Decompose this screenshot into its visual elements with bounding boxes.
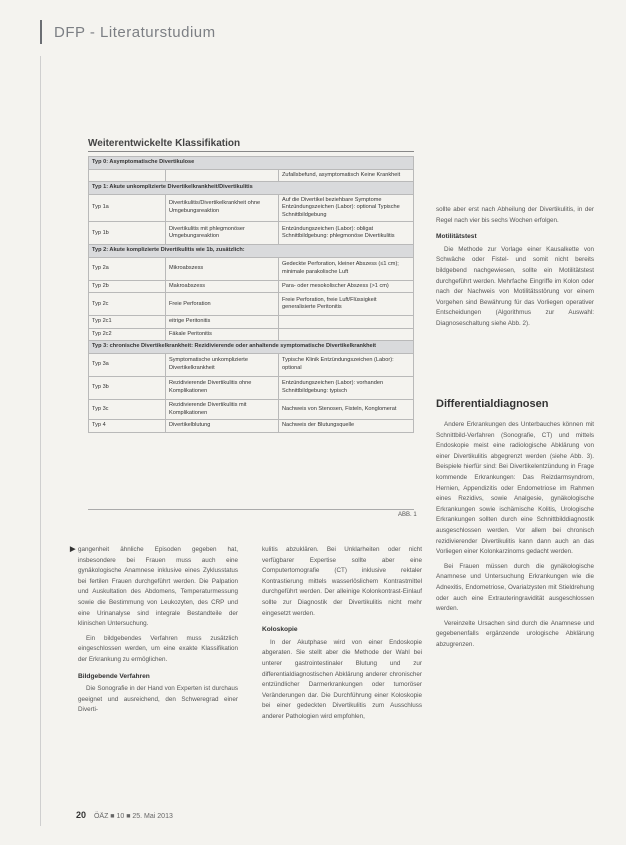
table-row — [89, 257, 414, 280]
group-header-cell: Typ 1: Akute unkomplizierte Divertikelkrankheit/Divertikulitis — [89, 182, 414, 195]
figure-bottom-rule — [88, 509, 414, 510]
detail-cell: Freie Perforation, freie Luft/Flüssigkeit generalisierte Peritonitis — [279, 293, 414, 316]
description-cell: Divertikelblutung — [166, 420, 279, 433]
table-group-header — [89, 157, 414, 170]
differential-heading: Differentialdiagnosen — [436, 398, 549, 410]
detail-cell: Zufallsbefund, asymptomatisch Keine Krankheit — [279, 169, 414, 182]
table-row — [89, 400, 414, 420]
detail-cell: Entzündungszeichen (Labor): obligat Schnittbildgebung: phlegmonöse Divertikulitis — [279, 222, 414, 245]
detail-cell: Nachweis von Stenosen, Fisteln, Konglomerat — [279, 400, 414, 420]
page-header-title: DFP - Literaturstudium — [54, 24, 216, 41]
type-cell: Typ 2b — [89, 280, 166, 293]
table-row — [89, 194, 414, 222]
table-row — [89, 328, 414, 341]
description-cell: Fäkale Peritonitis — [166, 328, 279, 341]
type-cell: Typ 3c — [89, 400, 166, 420]
description-cell: Divertikulitis/Divertikelkrankheit ohne Umgebungsreaktion — [166, 194, 279, 222]
description-cell: Symptomatische unkomplizierte Divertikelkrankheit — [166, 354, 279, 377]
column3-paragraph-2: Die Methode zur Vorlage einer Kausalkette von Schwäche oder Fistel- und somit nicht bereits bildgebend nachgewiesen, sollte ein Motilitätstest durchgeführt werden. Mehrfache Eingriffe im Kolon oder nach der Nachweis von Motilitätsstörung vor einem Vorgehen sind Bewährung für das Vorliegen operativer Entscheidungen (Algorithmus zur Auswahl: Diagnoseschaltung siehe Abb. 2). — [436, 245, 594, 327]
footer-source: ÖÄZ ■ 10 ■ 25. Mai 2013 — [93, 813, 173, 820]
detail-cell — [279, 328, 414, 341]
figure-caption-rule — [88, 151, 414, 152]
column2-paragraph-2: In der Akutphase wird von einer Endoskopie abgeraten. Sie stellt aber die Methode der Wahl bei unterer gastrointestinaler Blutung und zur differentialdiagnostischen Abklärung anderer chronischer entzündlicher Darmerkrankungen oder tumoröser Veränderungen dar. Die Durchführung einer Koloskopie bei einer gedeckten Divertikulitis zum Ausschluss anderer Pathologien wird empfohlen, — [262, 638, 422, 720]
detail-cell: Gedeckte Perforation, kleiner Abszess (≤1 cm); minimale parakolische Luft — [279, 257, 414, 280]
column1-paragraph-2: Ein bildgebendes Verfahren muss zusätzlich eingeschlossen werden, um eine exakte Klassifikation der Erkrankung zu ermöglichen. — [78, 634, 238, 663]
detail-cell: Nachweis der Blutungsquelle — [279, 420, 414, 433]
column2-heading: Koloskopie — [262, 626, 298, 634]
type-cell: Typ 4 — [89, 420, 166, 433]
figure-number: ABB. 1 — [398, 512, 417, 518]
text-column-1 — [78, 545, 238, 720]
type-cell: Typ 2c1 — [89, 316, 166, 329]
classification-table — [88, 156, 414, 433]
table-row — [89, 222, 414, 245]
column1-paragraph-3: Die Sonografie in der Hand von Experten ist durchaus geeignet und ausreichend, den Schweregrad einer Diverti- — [78, 685, 238, 714]
column3-heading: Motilitätstest — [436, 233, 477, 241]
detail-cell: Auf die Divertikel beziehbare Symptome Entzündungszeichen (Labor): optional Typische Schnittbildgebung — [279, 194, 414, 222]
description-cell — [166, 169, 279, 182]
figure-caption: Weiterentwickelte Klassifikation — [88, 138, 241, 149]
page-number: 20 — [76, 810, 87, 820]
continuation-arrow-icon: ▶ — [70, 546, 76, 553]
table-row — [89, 420, 414, 433]
description-cell: Rezidivierende Divertikulitis mit Komplikationen — [166, 400, 279, 420]
table-row — [89, 293, 414, 316]
description-cell: Makroabszess — [166, 280, 279, 293]
type-cell: Typ 1a — [89, 194, 166, 222]
column3-paragraph-1: sollte aber erst nach Abheilung der Divertikulitis, in der Regel nach vier bis sechs Wochen erfolgen. — [436, 206, 594, 224]
table-group-header — [89, 245, 414, 258]
differential-paragraph-3: Vereinzelte Ursachen sind durch die Anamnese und gegebenenfalls ergänzende urologische Abklärung abzugrenzen. — [436, 619, 594, 648]
column2-paragraph-1: kulitis abzuklären. Bei Unklarheiten oder nicht verfügbarer Expertise sollte aber eine Computertomografie (CT) inklusive rektaler Kontrastierung mittels wasserlöslichem Kontrastmittel durchgeführt werden. Der alleinige Kolonkontrast-Einlauf sollte zur Diagnostik der Divertikulitis nicht mehr eingesetzt werden. — [262, 546, 422, 617]
table-row — [89, 354, 414, 377]
table-group-header — [89, 182, 414, 195]
type-cell — [89, 169, 166, 182]
detail-cell — [279, 316, 414, 329]
differential-column — [436, 420, 594, 654]
table-group-header — [89, 341, 414, 354]
description-cell: Divertikulitis mit phlegmonöser Umgebungsreaktion — [166, 222, 279, 245]
description-cell: eitrige Peritonitis — [166, 316, 279, 329]
description-cell: Mikroabszess — [166, 257, 279, 280]
detail-cell: Entzündungszeichen (Labor): vorhanden Schnittbildgebung: typisch — [279, 377, 414, 400]
column1-paragraph-1: gangenheit ähnliche Episoden gegeben hat, insbesondere bei Frauen muss auch eine gynäkologische Anamnese inklusive eines Zyklusstatus bei fertilen Frauen durchgeführt werden. Die Palpation und Auskultation des Abdomens, Temperaturmessung sowie die Bestimmung von Leukozyten, des CRP und eine Urinanalyse sind integrale Bestandteile der klinischen Untersuchung. — [78, 546, 238, 628]
type-cell: Typ 2a — [89, 257, 166, 280]
detail-cell: Typische Klinik Entzündungszeichen (Labor): optional — [279, 354, 414, 377]
table-row — [89, 169, 414, 182]
type-cell: Typ 2c2 — [89, 328, 166, 341]
differential-paragraph-1: Andere Erkrankungen des Unterbauches können mit Schnittbild-Verfahren (Sonografie, CT) und mittels Endoskopie meist eine radiologische Abklärung von einer Divertikulitis abgegrenzt werden (siehe Abb. 3). Beispiele hierfür sind: Bei Divertikelentzündung in Frage kommende Erkrankungen: Das Reizdarmsyndrom, Hernien, Appendizitis oder Endometriose im Rahmen eines Rezidivs, sowie Analgesie, gynäkologische Erkrankungen sowie ischämische Kolitis, Urologische Erkrankungen sollten durch eine Schnittbilddiagnostik ausgeschlossen werden. Vor allem bei chronisch rezidivierender Divertikulitis kann dann auch an das Vorliegen einer Kolonkarzinoms gedacht werden. — [436, 421, 594, 556]
table-row — [89, 280, 414, 293]
header-rule — [40, 20, 42, 44]
description-cell: Rezidivierende Divertikulitis ohne Komplikationen — [166, 377, 279, 400]
margin-rule — [40, 56, 41, 826]
group-header-cell: Typ 0: Asymptomatische Divertikulose — [89, 157, 414, 170]
group-header-cell: Typ 2: Akute komplizierte Divertikulitis wie 1b, zusätzlich: — [89, 245, 414, 258]
page-footer — [76, 810, 173, 820]
text-column-3 — [436, 205, 594, 334]
type-cell: Typ 2c — [89, 293, 166, 316]
detail-cell: Para- oder mesokolischer Abszess (>1 cm) — [279, 280, 414, 293]
text-column-2 — [262, 545, 422, 727]
table-row — [89, 377, 414, 400]
column1-heading: Bildgebende Verfahren — [78, 672, 150, 680]
type-cell: Typ 3a — [89, 354, 166, 377]
description-cell: Freie Perforation — [166, 293, 279, 316]
type-cell: Typ 1b — [89, 222, 166, 245]
differential-paragraph-2: Bei Frauen müssen durch die gynäkologische Anamnese und Untersuchung Erkrankungen wie die Adnexitis, Endometriose, Ovarialzysten mit Stieldrehung oder auch eine Extrauteringravidität ausgeschlossen werden. — [436, 562, 594, 613]
group-header-cell: Typ 3: chronische Divertikelkrankheit: Rezidivierende oder anhaltende symptomatische Divertikelkrankheit — [89, 341, 414, 354]
table-row — [89, 316, 414, 329]
type-cell: Typ 3b — [89, 377, 166, 400]
